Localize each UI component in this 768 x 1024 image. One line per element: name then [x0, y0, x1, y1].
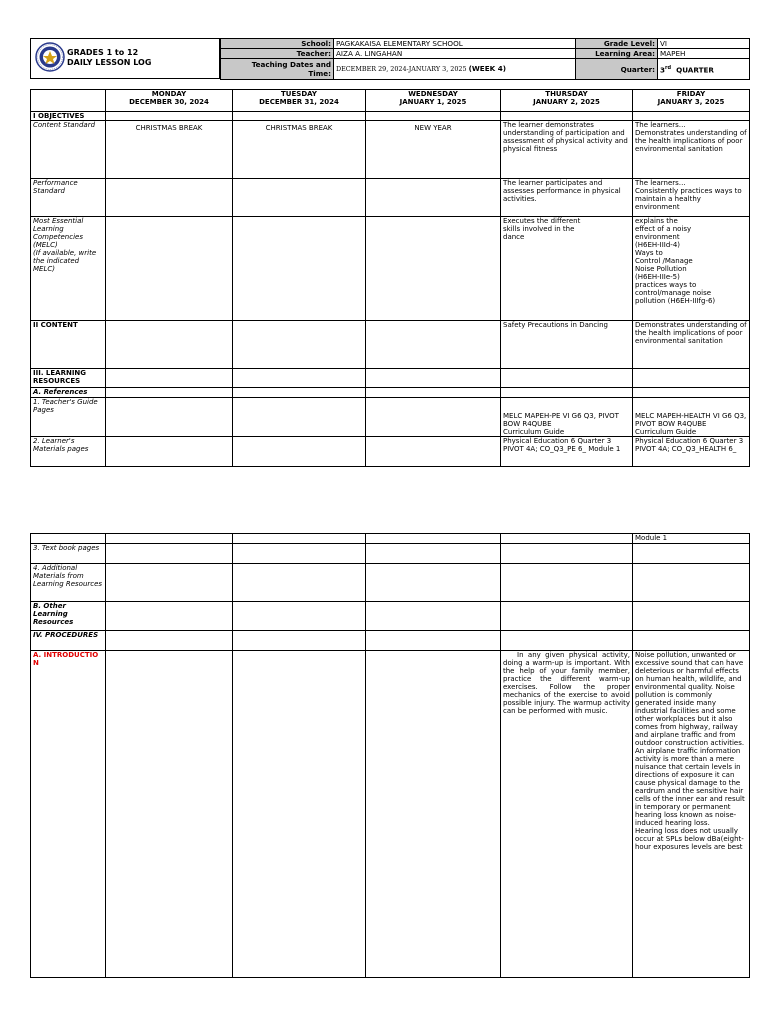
title-block — [30, 38, 220, 79]
day-name: FRIDAY — [676, 90, 706, 98]
dates-range: DECEMBER 29, 2024-JANUARY 3, 2025 — [336, 65, 467, 73]
references-heading: A. References — [31, 388, 106, 398]
day-date: DECEMBER 31, 2024 — [259, 98, 339, 106]
day-thursday — [501, 90, 633, 112]
table-row — [31, 651, 750, 978]
day-name: WEDNESDAY — [408, 90, 458, 98]
day-wednesday — [366, 90, 501, 112]
grade-label: Grade Level: — [576, 39, 658, 49]
introduction-thursday: In any given physical activity, doing a warm-up is important. With the help of your family member, practice the different warm-up exercises. Follow the proper mechanics of the exercise to avoid possible injury. The warmup activity can be performed with music. — [501, 651, 633, 978]
title-dll: DAILY LESSON LOG — [67, 58, 152, 67]
day-friday — [633, 90, 750, 112]
learners-materials-friday: Physical Education 6 Quarter 3 PIVOT 4A; CO_Q3_HEALTH 6_ — [633, 437, 750, 467]
break-monday: CHRISTMAS BREAK — [106, 121, 233, 179]
day-name: MONDAY — [151, 90, 187, 98]
learners-materials-thursday: Physical Education 6 Quarter 3 PIVOT 4A; CO_Q3_PE 6_ Module 1 — [501, 437, 633, 467]
other-resources-label: B. Other Learning Resources — [31, 602, 106, 631]
quarter-number: 3 — [660, 65, 666, 75]
day-monday — [106, 90, 233, 112]
additional-materials-label: 4. Additional Materials from Learning Resources — [31, 564, 106, 602]
table-row — [31, 217, 750, 321]
content-standard-friday: The learners… Demonstrates understanding of the health implications of poor environmental sanitation — [633, 121, 750, 179]
dates-label-line1: Teaching Dates and — [251, 60, 331, 69]
quarter-word: QUARTER — [676, 65, 714, 75]
lesson-table-part2 — [30, 533, 750, 978]
day-name: THURSDAY — [545, 90, 588, 98]
learning-area-value: MAPEH — [658, 49, 750, 59]
day-date: DECEMBER 30, 2024 — [129, 98, 209, 106]
content-standard-label: Content Standard — [31, 121, 106, 179]
teachers-guide-friday: MELC MAPEH-HEALTH VI G6 Q3, PIVOT BOW R4QUBE Curriculum Guide — [633, 398, 750, 437]
table-row — [31, 388, 750, 398]
learning-resources-heading: III. LEARNING RESOURCES — [31, 369, 106, 388]
day-name: TUESDAY — [281, 90, 317, 98]
teachers-guide-thursday: MELC MAPEH-PE VI G6 Q3, PIVOT BOW R4QUBE Curriculum Guide — [501, 398, 633, 437]
day-header-row — [31, 90, 750, 112]
teacher-value: AIZA A. LINGAHAN — [334, 49, 576, 59]
deped-seal-icon — [35, 42, 65, 72]
header-info-table — [220, 38, 750, 80]
grade-value: VI — [658, 39, 750, 49]
procedures-heading: IV. PROCEDURES — [31, 631, 106, 651]
dates-value — [334, 59, 576, 80]
school-label: School: — [221, 39, 334, 49]
document-header — [30, 38, 749, 79]
break-wednesday: NEW YEAR — [366, 121, 501, 179]
day-date: JANUARY 1, 2025 — [399, 98, 467, 106]
quarter-label: Quarter: — [576, 59, 658, 80]
table-row — [31, 534, 750, 544]
corner-cell — [31, 90, 106, 112]
melc-thursday: Executes the different skills involved in the dance — [501, 217, 633, 321]
teacher-label: Teacher: — [221, 49, 334, 59]
week-label: (WEEK 4) — [468, 64, 506, 73]
learners-materials-label: 2. Learner's Materials pages — [31, 437, 106, 467]
school-value: PAGKAKAISA ELEMENTARY SCHOOL — [334, 39, 576, 49]
content-thursday: Safety Precautions in Dancing — [501, 321, 633, 369]
table-row — [31, 321, 750, 369]
table-row — [31, 631, 750, 651]
introduction-heading: A. INTRODUCTION — [31, 651, 106, 978]
table-row — [31, 398, 750, 437]
objectives-heading: I OBJECTIVES — [31, 112, 106, 121]
melc-friday: explains the effect of a noisy environment (H6EH-IIId-4) Ways to Control /Manage Noise Pollution (H6EH-IIIe-5) practices ways to control/manage noise pollution (H6EH-IIIfg-6) — [633, 217, 750, 321]
break-tuesday: CHRISTMAS BREAK — [233, 121, 366, 179]
content-standard-thursday: The learner demonstrates understanding of participation and assessment of physical activity and physical fitness — [501, 121, 633, 179]
teachers-guide-label: 1. Teacher's Guide Pages — [31, 398, 106, 437]
content-heading: II CONTENT — [31, 321, 106, 369]
table-row — [31, 437, 750, 467]
performance-standard-friday: The learners… Consistently practices ways to maintain a healthy environment — [633, 179, 750, 217]
table-row — [31, 564, 750, 602]
learning-area-label: Learning Area: — [576, 49, 658, 59]
dates-label — [221, 59, 334, 80]
melc-label: Most Essential Learning Competencies (MELC) (If available, write the indicated MELC) — [31, 217, 106, 321]
table-row — [31, 369, 750, 388]
quarter-value — [658, 59, 750, 80]
learners-materials-friday-continued: Module 1 — [633, 534, 750, 544]
day-date: JANUARY 2, 2025 — [533, 98, 600, 106]
table-row — [31, 544, 750, 564]
quarter-suffix: rd — [665, 64, 672, 71]
performance-standard-label: Performance Standard — [31, 179, 106, 217]
table-row — [31, 121, 750, 179]
title-grades: GRADES 1 to 12 — [67, 48, 139, 57]
day-date: JANUARY 3, 2025 — [657, 98, 725, 106]
table-row — [31, 179, 750, 217]
textbook-label: 3. Text book pages — [31, 544, 106, 564]
content-friday: Demonstrates understanding of the health implications of poor environmental sanitation — [633, 321, 750, 369]
table-row — [31, 112, 750, 121]
lesson-table-part1 — [30, 89, 750, 467]
dates-label-line2: Time: — [308, 69, 331, 78]
introduction-friday: Noise pollution, unwanted or excessive sound that can have deleterious or harmful effects on human health, wildlife, and environmental quality. Noise pollution is commonly generated inside many industrial facilities and some other workplaces but it also comes from highway, railway and airplane traffic and from outdoor construction activities. An airplane traffic information activity is more than a mere nuisance that certain levels in directions of exposure it can cause physical damage to the eardrum and the sensitive hair cells of the inner ear and result in temporary or permanent hearing loss known as noise-induced hearing loss. Hearing loss does not usually occur at SPLs below dBa(eight- hour exposures levels are best — [633, 651, 750, 978]
performance-standard-thursday: The learner participates and assesses performance in physical activities. — [501, 179, 633, 217]
table-row — [31, 602, 750, 631]
day-tuesday — [233, 90, 366, 112]
